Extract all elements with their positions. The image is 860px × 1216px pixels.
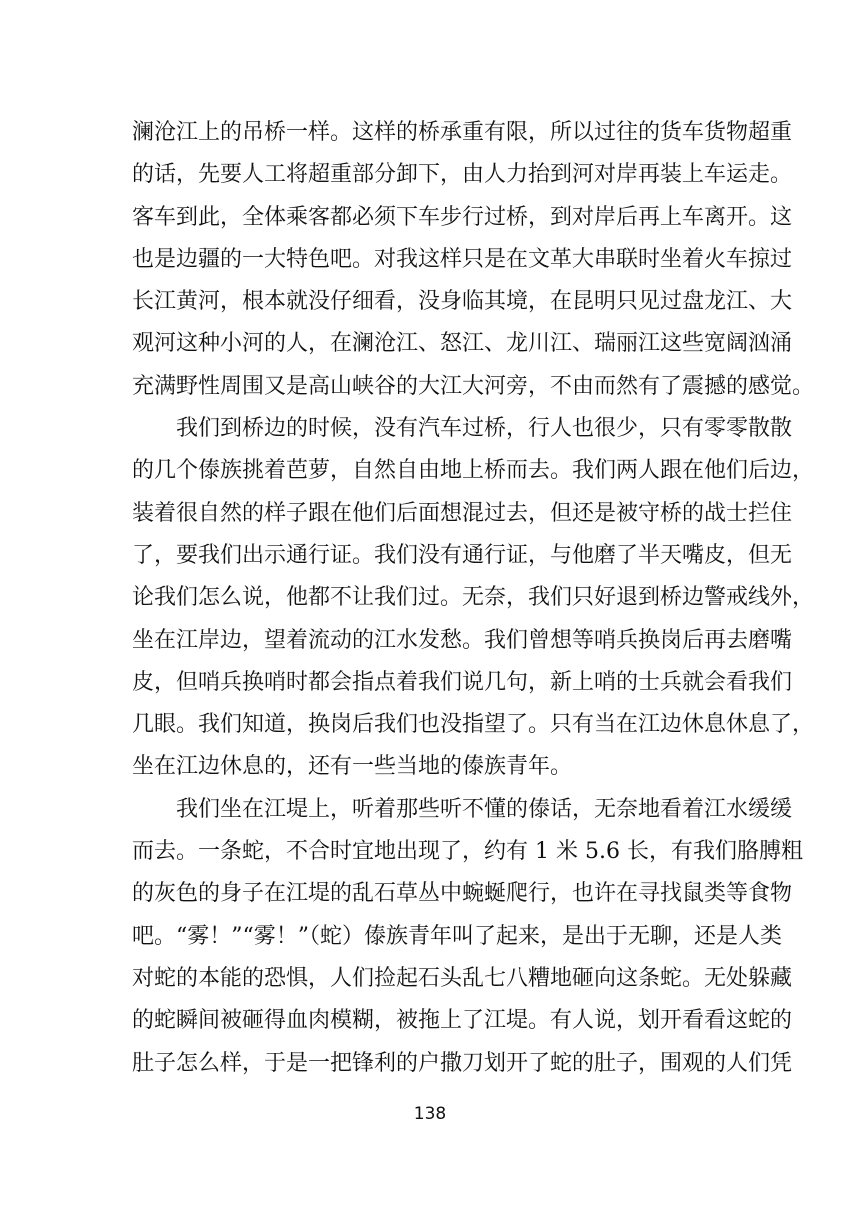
text-line: 而去。一条蛇，不合时宜地出现了，约有 1 米 5.6 长，有我们胳膊粗 — [132, 839, 803, 865]
text-line: 肚子怎么样，于是一把锋利的户撒刀划开了蛇的肚子，围观的人们凭 — [132, 1050, 793, 1076]
text-line: 坐在江边休息的，还有一些当地的傣族青年。 — [132, 754, 573, 780]
text-line: 我们到桥边的时候，没有汽车过桥，行人也很少，只有零零散散 — [176, 416, 793, 442]
text-line: 客车到此，全体乘客都必须下车步行过桥，到对岸后再上车离开。这 — [132, 204, 793, 230]
text-line: 论我们怎么说，他都不让我们过。无奈，我们只好退到桥边警戒线外， — [132, 585, 815, 611]
text-line: 的蛇瞬间被砸得血肉模糊，被拖上了江堤。有人说，划开看看这蛇的 — [132, 1008, 793, 1034]
text-line: 坐在江岸边，望着流动的江水发愁。我们曾想等哨兵换岗后再去磨嘴 — [132, 627, 793, 653]
body-text — [132, 112, 815, 1085]
text-line: 装着很自然的样子跟在他们后面想混过去，但还是被守桥的战士拦住 — [132, 500, 793, 526]
text-line: 我们坐在江堤上，听着那些听不懂的傣话，无奈地看着江水缓缓 — [176, 796, 793, 822]
page-number: 138 — [413, 1104, 447, 1124]
text-line: 的灰色的身子在江堤的乱石草丛中蜿蜒爬行，也许在寻找鼠类等食物 — [132, 881, 793, 907]
text-line: 了，要我们出示通行证。我们没有通行证，与他磨了半天嘴皮，但无 — [132, 542, 793, 568]
text-line: 的几个傣族挑着芭萝，自然自由地上桥而去。我们两人跟在他们后边， — [132, 458, 815, 484]
text-line: 几眼。我们知道，换岗后我们也没指望了。只有当在江边休息休息了， — [132, 712, 815, 738]
text-line: 也是边疆的一大特色吧。对我这样只是在文革大串联时坐着火车掠过 — [132, 246, 793, 272]
text-line: 观河这种小河的人，在澜沧江、怒江、龙川江、瑞丽江这些宽阔汹涌 — [132, 331, 793, 357]
text-line: 对蛇的本能的恐惧，人们捡起石头乱七八糟地砸向这条蛇。无处躲藏 — [132, 965, 793, 991]
text-line: 长江黄河，根本就没仔细看，没身临其境，在昆明只见过盘龙江、大 — [132, 289, 793, 315]
text-line: 吧。“雾！”“雾！”（蛇）傣族青年叫了起来，是出于无聊，还是人类 — [132, 923, 782, 949]
text-line: 皮，但哨兵换哨时都会指点着我们说几句，新上哨的士兵就会看我们 — [132, 669, 793, 695]
text-line: 充满野性周围又是高山峡谷的大江大河旁，不由而然有了震撼的感觉。 — [132, 373, 815, 399]
text-line: 澜沧江上的吊桥一样。这样的桥承重有限，所以过往的货车货物超重 — [132, 120, 793, 145]
text-line: 的话，先要人工将超重部分卸下，由人力抬到河对岸再装上车运走。 — [132, 162, 793, 188]
